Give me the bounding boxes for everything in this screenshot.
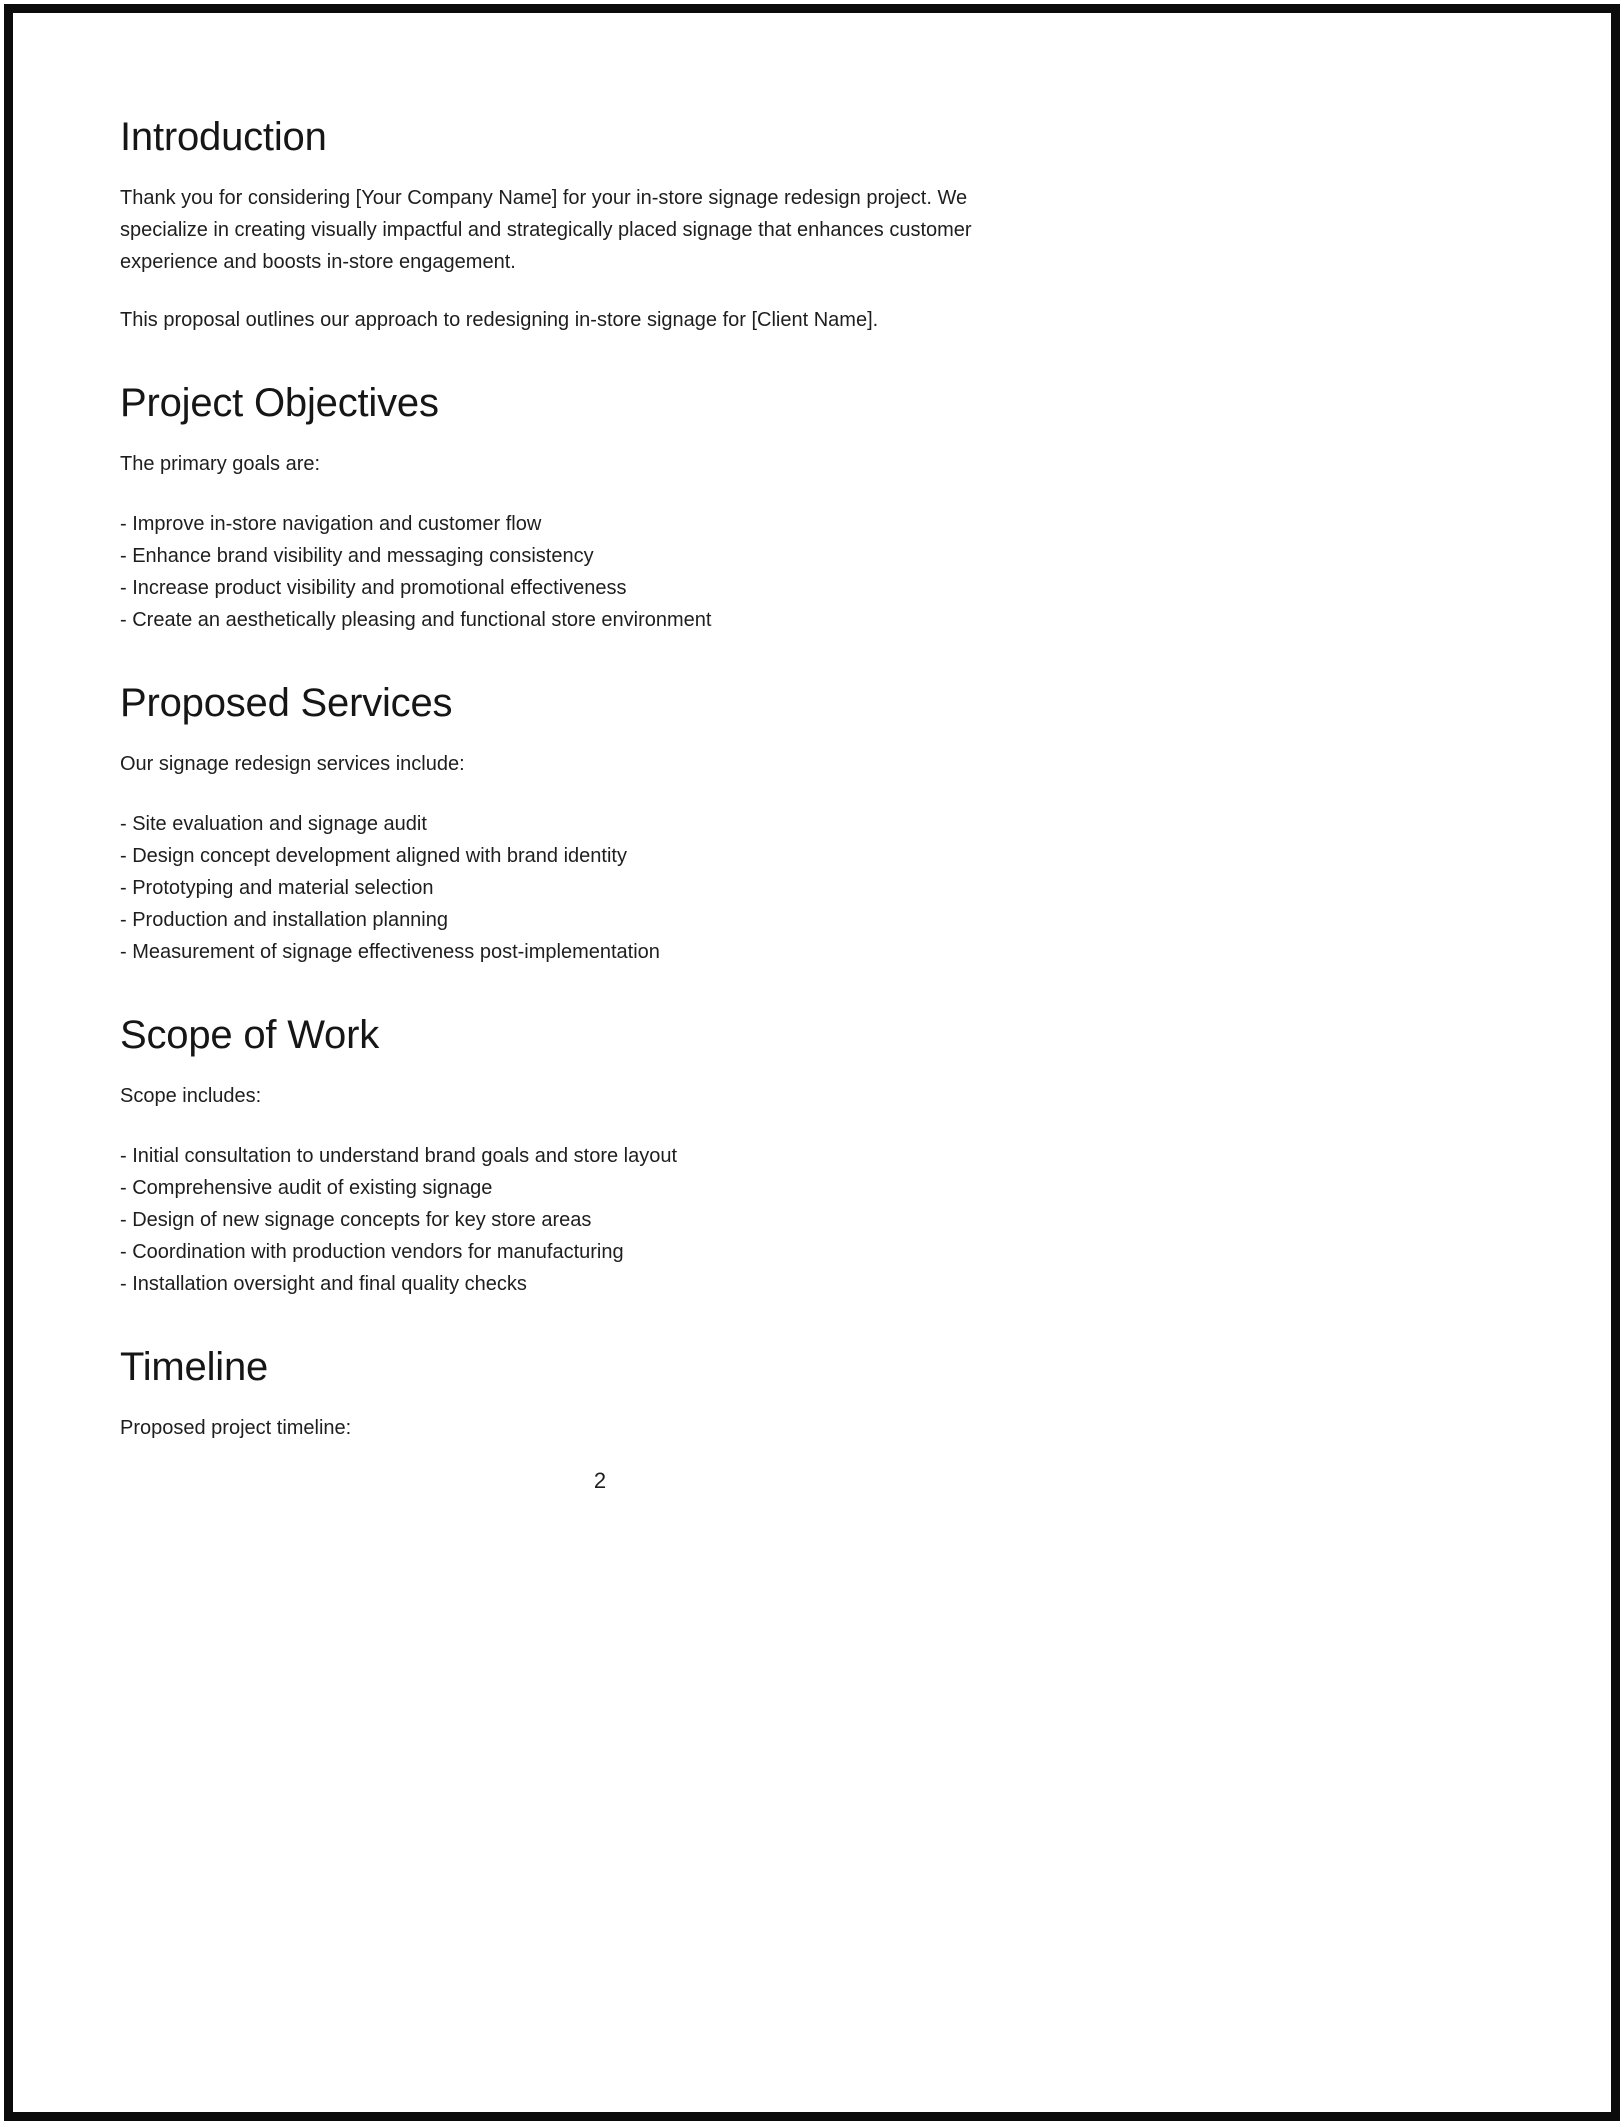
bullet-item: - Design concept development aligned with brand identity [120,845,627,867]
bullet-list-objectives [120,508,1020,636]
bullet-item: - Initial consultation to understand brand goals and store layout [120,1145,678,1167]
section-heading-proposed-services: Proposed Services [120,681,453,725]
bullet-item: - Production and installation planning [120,909,448,931]
bullet-item: - Site evaluation and signage audit [120,813,427,835]
page-number: 2 [593,1468,607,1493]
paragraph-intro-2: This proposal outlines our approach to redesigning in-store signage for [Client Name]. [120,309,879,331]
section-heading-project-objectives: Project Objectives [120,381,439,425]
section-heading-timeline: Timeline [120,1345,269,1389]
bullet-item: - Comprehensive audit of existing signage [120,1177,493,1199]
paragraph-services-lead: Our signage redesign services include: [120,753,465,775]
section-heading-scope-of-work: Scope of Work [120,1013,380,1057]
paragraph-objectives-lead: The primary goals are: [120,453,321,475]
bullet-item: - Installation oversight and final quality checks [120,1273,527,1295]
bullet-item: - Prototyping and material selection [120,877,434,899]
bullet-item: - Enhance brand visibility and messaging consistency [120,545,594,567]
bullet-item: - Create an aesthetically pleasing and functional store environment [120,609,712,631]
bullet-list-scope [120,1140,1020,1300]
bullet-item: - Measurement of signage effectiveness post-implementation [120,941,660,963]
bullet-item: - Increase product visibility and promotional effectiveness [120,577,627,599]
bullet-list-services [120,808,1020,968]
paragraph-scope-lead: Scope includes: [120,1085,262,1107]
section-heading-introduction: Introduction [120,115,327,159]
page-content [120,112,1020,1470]
bullet-item: - Design of new signage concepts for key store areas [120,1209,592,1231]
bullet-item: - Coordination with production vendors for manufacturing [120,1241,624,1263]
paragraph-timeline-lead: Proposed project timeline: [120,1417,352,1439]
paragraph-intro-1: Thank you for considering [Your Company Name] for your in-store signage redesign project. We specialize in creating visually impactful and strategically placed signage that enhances customer experience and boosts in-store engagement. [120,187,972,273]
bullet-item: - Improve in-store navigation and customer flow [120,513,542,535]
